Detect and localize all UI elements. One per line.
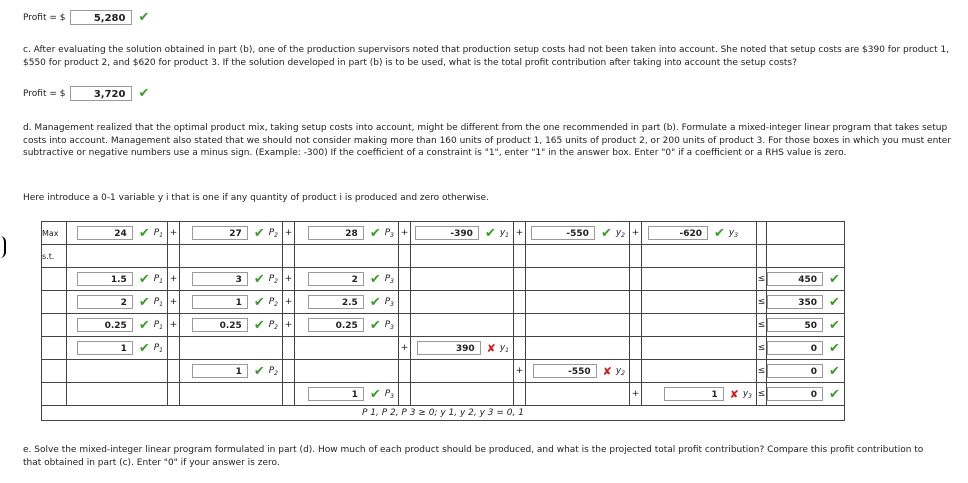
constraint-row-5 xyxy=(42,360,845,383)
c4-rhs[interactable]: 0 xyxy=(767,341,823,355)
obj-coef-p3[interactable]: 28 xyxy=(308,226,364,240)
plus-sign: + xyxy=(630,383,642,406)
c6-coef-p3[interactable]: 1 xyxy=(308,387,364,401)
st-label: s.t. xyxy=(42,245,67,268)
variable-label: $y_3$ xyxy=(742,388,752,400)
max-label: Max xyxy=(42,222,67,245)
part-d-intro: Here introduce a 0-1 variable y i that is one if any quantity of product i is produced and zero otherwise. xyxy=(23,193,489,203)
plus-sign: + xyxy=(283,291,295,314)
variable-label: $y_1$ xyxy=(499,342,509,354)
c3-coef-p2[interactable]: 0.25 xyxy=(192,318,248,332)
c1-ineq: ≤ xyxy=(757,268,767,291)
part-c-profit-input[interactable]: 3,720 xyxy=(70,86,132,101)
c5-rhs[interactable]: 0 xyxy=(767,364,823,378)
variable-label: $P_3$ xyxy=(384,227,394,239)
c2-coef-p2[interactable]: 1 xyxy=(192,295,248,309)
check-icon: ✔ xyxy=(369,271,381,287)
variable-label: $P_1$ xyxy=(153,273,163,285)
plus-sign: + xyxy=(399,337,411,360)
check-icon: ✔ xyxy=(369,225,381,241)
variable-label: $P_2$ xyxy=(268,227,278,239)
variable-label: $P_1$ xyxy=(153,342,163,354)
variable-label: $P_2$ xyxy=(268,296,278,308)
part-c-answer xyxy=(23,86,149,101)
variable-label: $P_3$ xyxy=(384,273,394,285)
c2-ineq: ≤ xyxy=(757,291,767,314)
scroll-edge-marker xyxy=(0,236,6,258)
part-e-question: e. Solve the mixed-integer linear program formulated in part (d). How much of each product should be produced, and what is the projected total profit contribution? Compare this profit contribution to that obtained in part (c). Enter "0" if your answer is zero. xyxy=(23,445,924,468)
check-icon: ✔ xyxy=(829,294,840,310)
constraint-row-2 xyxy=(42,291,845,314)
part-c-question: c. After evaluating the solution obtained in part (b), one of the production supervisors noted that production setup costs had not been taken into account. She noted that setup costs are $390 for product 1, $550 for product 2, and $620 for product 3. If the solution developed in part (b) is to be used, what is the total profit contribution after taking into account the setup costs? xyxy=(23,45,950,68)
plus-sign: + xyxy=(630,222,642,245)
plus-sign: + xyxy=(514,222,526,245)
plus-sign: + xyxy=(168,291,180,314)
constraint-row-3 xyxy=(42,314,845,337)
check-icon: ✔ xyxy=(253,271,265,287)
part-c-label: Profit = $ xyxy=(23,88,66,99)
variable-label: $y_1$ xyxy=(499,227,509,239)
check-icon: ✔ xyxy=(714,225,725,241)
variable-label: $P_2$ xyxy=(268,273,278,285)
variable-label: $P_2$ xyxy=(268,365,278,377)
plus-sign: + xyxy=(283,268,295,291)
check-icon: ✔ xyxy=(369,294,381,310)
c5-coef-y2[interactable]: -550 xyxy=(533,364,597,378)
plus-sign: + xyxy=(514,360,526,383)
check-icon: ✔ xyxy=(138,86,150,101)
nonneg-constraint: P 1, P 2, P 3 ≥ 0; y 1, y 2, y 3 = 0, 1 xyxy=(42,406,845,421)
variable-label: $y_2$ xyxy=(615,365,625,377)
part-b-label: Profit = $ xyxy=(23,12,66,23)
obj-coef-y1[interactable]: -390 xyxy=(415,226,479,240)
check-icon: ✔ xyxy=(138,225,150,241)
constraint-row-6 xyxy=(42,383,845,406)
check-icon: ✔ xyxy=(484,225,496,241)
cross-icon: ✘ xyxy=(729,387,739,401)
part-b-profit-input[interactable]: 5,280 xyxy=(70,10,132,25)
c5-ineq: ≤ xyxy=(757,360,767,383)
variable-label: $y_2$ xyxy=(615,227,625,239)
c6-ineq: ≤ xyxy=(757,383,767,406)
constraint-row-1 xyxy=(42,268,845,291)
plus-sign: + xyxy=(168,314,180,337)
check-icon: ✔ xyxy=(253,363,265,379)
nonneg-row xyxy=(42,406,845,421)
c3-coef-p3[interactable]: 0.25 xyxy=(308,318,364,332)
c4-coef-p1[interactable]: 1 xyxy=(77,341,133,355)
check-icon: ✔ xyxy=(829,363,840,379)
variable-label: $P_3$ xyxy=(384,319,394,331)
check-icon: ✔ xyxy=(253,225,265,241)
c5-coef-p2[interactable]: 1 xyxy=(192,364,248,378)
c6-rhs[interactable]: 0 xyxy=(767,387,823,401)
variable-label: $P_3$ xyxy=(384,388,394,400)
c1-rhs[interactable]: 450 xyxy=(767,272,823,286)
c4-ineq: ≤ xyxy=(757,337,767,360)
check-icon: ✔ xyxy=(253,294,265,310)
cross-icon: ✘ xyxy=(602,364,612,378)
variable-label: $y_3$ xyxy=(728,227,739,239)
plus-sign: + xyxy=(283,222,295,245)
check-icon: ✔ xyxy=(253,317,265,333)
plus-sign: + xyxy=(168,222,180,245)
lp-table xyxy=(41,221,845,421)
c3-coef-p1[interactable]: 0.25 xyxy=(77,318,133,332)
c2-rhs[interactable]: 350 xyxy=(767,295,823,309)
check-icon: ✔ xyxy=(369,386,381,402)
check-icon: ✔ xyxy=(138,317,150,333)
c3-ineq: ≤ xyxy=(757,314,767,337)
check-icon: ✔ xyxy=(138,340,150,356)
part-d-question: d. Management realized that the optimal product mix, taking setup costs into account, might be different from the one recommended in part (b). Formulate a mixed-integer linear program that takes setup costs into account. Management also stated that we should not consider making more than 160 units of product 1, 165 units of product 2, or 200 units of product 3. For those boxes in which you must enter subtractive or negative numbers use a minus sign. (Example: -300) If the coefficient of a constraint is "1", enter "1" in the answer box. Enter "0" if a coefficient or a RHS value is zero. xyxy=(23,123,952,158)
c1-coef-p2[interactable]: 3 xyxy=(192,272,248,286)
plus-sign: + xyxy=(168,268,180,291)
constraint-row-4 xyxy=(42,337,845,360)
c4-coef-y1[interactable]: 390 xyxy=(417,341,481,355)
obj-coef-y3[interactable]: -620 xyxy=(648,226,708,240)
variable-label: $P_3$ xyxy=(384,296,394,308)
variable-label: $P_2$ xyxy=(268,319,278,331)
check-icon: ✔ xyxy=(369,317,381,333)
plus-sign: + xyxy=(283,314,295,337)
plus-sign: + xyxy=(399,222,411,245)
check-icon: ✔ xyxy=(138,10,150,25)
check-icon: ✔ xyxy=(600,225,612,241)
check-icon: ✔ xyxy=(829,340,840,356)
check-icon: ✔ xyxy=(829,317,840,333)
variable-label: $P_1$ xyxy=(153,319,163,331)
check-icon: ✔ xyxy=(138,294,150,310)
part-b-answer xyxy=(23,10,149,25)
c2-coef-p1[interactable]: 2 xyxy=(77,295,133,309)
check-icon: ✔ xyxy=(138,271,150,287)
obj-coef-p1[interactable]: 24 xyxy=(77,226,133,240)
c3-rhs[interactable]: 50 xyxy=(767,318,823,332)
objective-row xyxy=(42,222,845,245)
c2-coef-p3[interactable]: 2.5 xyxy=(308,295,364,309)
obj-coef-y2[interactable]: -550 xyxy=(531,226,595,240)
st-row xyxy=(42,245,845,268)
variable-label: $P_1$ xyxy=(153,227,163,239)
obj-coef-p2[interactable]: 27 xyxy=(192,226,248,240)
check-icon: ✔ xyxy=(829,271,840,287)
variable-label: $P_1$ xyxy=(153,296,163,308)
c1-coef-p1[interactable]: 1.5 xyxy=(77,272,133,286)
c6-coef-y3[interactable]: 1 xyxy=(664,387,724,401)
cross-icon: ✘ xyxy=(486,341,496,355)
check-icon: ✔ xyxy=(829,386,840,402)
c1-coef-p3[interactable]: 2 xyxy=(308,272,364,286)
